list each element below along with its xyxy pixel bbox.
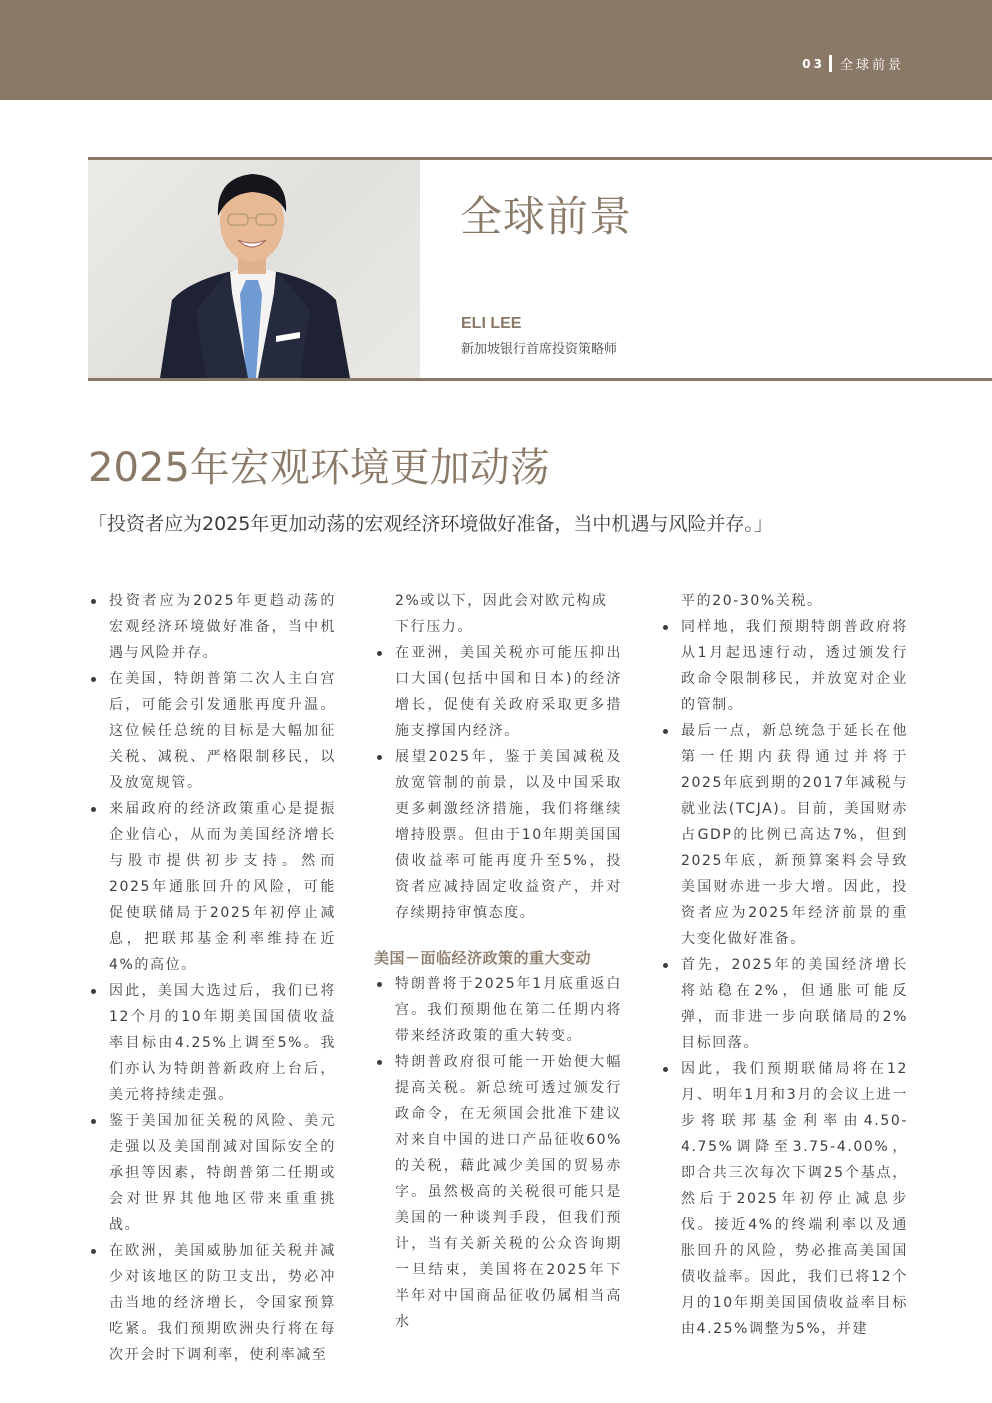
list-item: 在美国，特朗普第二次人主白宫后，可能会引发通胀再度升温。这位候任总统的目标是大幅加征关税、减税、严格限制移民，以及放宽规管。 — [88, 666, 336, 796]
list-item: 因此，美国大选过后，我们已将12个月的10年期美国国债收益率目标由4.25%上调至5%。我们亦认为特朗普新政府上台后，美元将持续走强。 — [88, 978, 336, 1108]
section-subheading: 美国－面临经济政策的重大变动 — [374, 949, 592, 967]
top-banner — [0, 0, 992, 100]
author-hero — [88, 157, 992, 381]
text-column-2 — [374, 588, 622, 1335]
list-item: 鉴于美国加征关税的风险、美元走强以及美国削减对国际安全的承担等因素，特朗普第二任期或会对世界其他地区带来重重挑战。 — [88, 1108, 336, 1238]
portrait-illustration — [88, 160, 420, 378]
list-item: 最后一点，新总统急于延长在他第一任期内获得通过并将于2025年底到期的2017年减税与就业法(TCJA)。目前，美国财赤占GDP的比例已高达7%，但到2025年底，新预算案料会导致美国财赤进一步大增。因此，投资者应为2025年经济前景的重大变化做好准备。 — [660, 718, 908, 952]
bullet-list — [374, 971, 622, 1335]
list-item: 展望2025年，鉴于美国减税及放宽管制的前景，以及中国采取更多刺激经济措施，我们将继续增持股票。但由于10年期美国国债收益率可能再度升至5%，投资者应减持固定收益资产，并对存续期持审慎态度。 — [374, 744, 622, 926]
bullet-list — [88, 588, 336, 1368]
hero-title: 全球前景 — [460, 192, 633, 241]
bullet-list — [660, 614, 908, 1342]
article-pull-quote: 「投资者应为2025年更加动荡的宏观经济环境做好准备，当中机遇与风险并存。」 — [88, 513, 773, 535]
list-item: 特朗普政府很可能一开始便大幅提高关税。新总统可透过颁发行政命令，在无须国会批准下建议对来自中国的进口产品征收60%的关税，藉此减少美国的贸易赤字。虽然极高的关税很可能只是美国的一种谈判手段，但我们预计，当有关新关税的公众咨询期一旦结束，美国将在2025年下半年对中国商品征收仍属相当高水 — [374, 1049, 622, 1335]
author-name: ELI LEE — [461, 315, 522, 332]
section-tag — [802, 54, 904, 73]
list-item: 首先，2025年的美国经济增长将站稳在2%，但通胀可能反弹，而非进一步向联储局的2%目标回落。 — [660, 952, 908, 1056]
list-item: 来届政府的经济政策重心是提振企业信心，从而为美国经济增长与股市提供初步支持。然而2025年通胀回升的风险，可能促使联储局于2025年初停止减息，把联邦基金利率维持在近4%的高位。 — [88, 796, 336, 978]
author-portrait — [88, 160, 420, 378]
text-column-3 — [660, 588, 908, 1342]
continued-text: 2%或以下，因此会对欧元构成下行压力。 — [395, 593, 608, 635]
list-item: 在亚洲，美国关税亦可能压抑出口大国(包括中国和日本)的经济增长，促使有关政府采取更多措施支撑国内经济。 — [374, 640, 622, 744]
bullet-list — [374, 640, 622, 926]
list-item: 因此，我们预期联储局将在12月、明年1月和3月的会议上进一步将联邦基金利率由4.50-4.75%调降至3.75-4.00%，即合共三次每次下调25个基点，然后于2025年初停止减息步伐。接近4%的终端利率以及通胀回升的风险，势必推高美国国债收益率。因此，我们已将12个月的10年期美国国债收益率目标由4.25%调整为5%，并建 — [660, 1056, 908, 1342]
section-number: 03 — [802, 56, 825, 71]
text-column-1 — [88, 588, 336, 1368]
continued-text: 平的20-30%关税。 — [681, 593, 823, 609]
list-item: 在欧洲，美国威胁加征关税并减少对该地区的防卫支出，势必冲击当地的经济增长，令国家预算吃紧。我们预期欧洲央行将在每次开会时下调利率，使利率减至 — [88, 1238, 336, 1368]
section-name: 全球前景 — [839, 58, 904, 73]
author-role: 新加坡银行首席投资策略师 — [461, 342, 618, 357]
list-item: 特朗普将于2025年1月底重返白宫。我们预期他在第二任期内将带来经济政策的重大转变。 — [374, 971, 622, 1049]
section-divider — [829, 55, 832, 72]
list-item: 投资者应为2025年更趋动荡的宏观经济环境做好准备，当中机遇与风险并存。 — [88, 588, 336, 666]
article-title: 2025年宏观环境更加动荡 — [88, 445, 550, 491]
list-item: 同样地，我们预期特朗普政府将从1月起迅速行动，透过颁发行政命令限制移民，并放宽对企业的管制。 — [660, 614, 908, 718]
